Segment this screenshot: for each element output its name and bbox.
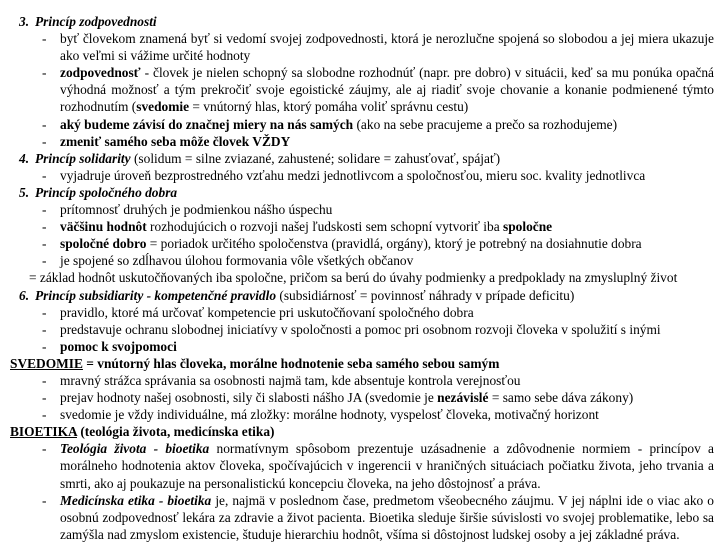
text-run: = samo sebe dáva zákony) xyxy=(488,390,634,406)
bullet-item xyxy=(42,235,714,252)
bullet-dash: - xyxy=(42,167,47,183)
text-content xyxy=(60,30,714,64)
bullet-dash: - xyxy=(42,133,47,149)
bullet-dash: - xyxy=(42,407,47,423)
text-run: je, najmä v poslednom čase, predmetom všeobecného záujmu. V jej náplni ide o viac ako o osobnú zodpovednosť lekára za zdravie a život pacienta. Bioetika sleduje širšie súvislosti vo svojej problematike, lebo sa zamýšla nad zmyslom existencie, študuje hierarchiu hodnôt, všíma si dôstojnost ludskej osoby a jej základné práva. xyxy=(60,492,714,542)
text-run: pomoc k svojpomoci xyxy=(60,338,177,354)
text-content xyxy=(10,423,714,440)
text-run: = poriadok určitého spoločenstva (pravidlá, orgány), ktorý je potrebný na dosiahnutie dobra xyxy=(146,236,642,252)
bullet-item xyxy=(42,321,714,338)
text-run: Princíp subsidiarity - kompetenčné pravidlo xyxy=(35,287,277,303)
text-run: svedomie xyxy=(136,99,190,115)
text-content xyxy=(60,406,714,423)
bullet-item xyxy=(42,440,714,491)
text-content xyxy=(60,167,714,184)
bullet-dash: - xyxy=(42,492,47,508)
bullet-dash: - xyxy=(42,321,47,337)
text-content xyxy=(60,338,714,355)
bullet-item xyxy=(42,116,714,133)
bullet-item xyxy=(42,133,714,150)
bullet-item xyxy=(42,30,714,64)
bullet-item xyxy=(42,218,714,235)
bullet-dash: - xyxy=(42,219,47,235)
text-run: zmeniť samého seba môže človek VŽDY xyxy=(60,133,291,149)
bullet-dash: - xyxy=(42,441,47,457)
text-run: Medicínska etika - bioetika xyxy=(60,492,212,508)
text-run: (teológia života, medicínska etika) xyxy=(76,424,275,440)
text-run: aký budeme závisí do značnej miery na nás samých xyxy=(60,116,354,132)
bullet-item xyxy=(42,406,714,423)
bullet-item xyxy=(42,338,714,355)
text-content xyxy=(60,116,714,133)
text-run: spoločné dobro xyxy=(60,236,147,252)
bullet-item xyxy=(42,372,714,389)
text-run: svedomie je vždy individuálne, má zložky: morálne hodnoty, vyspelosť človeka, motivačný horizont xyxy=(60,407,599,423)
text-content xyxy=(60,304,714,321)
text-run: normatívnym spôsobom prezentuje uzásadnenie a zdôvodnenie normiem - princípov a morálneho hodnotenia aktov človeka, spočívajúcich v ingerencii v hraničných situáciach počiatku života, jeho trvania a smrti, ako aj poukazuje na personalistickú koncepciu človeka, na jeho dôstojnosť a práva. xyxy=(60,441,714,491)
text-run: prejav hodnoty našej osobnosti, sily či slabosti nášho JA (svedomie je xyxy=(60,390,438,406)
list-number: 5. xyxy=(19,184,30,200)
text-run: nezávislé xyxy=(437,390,489,406)
numbered-heading xyxy=(19,184,714,201)
numbered-heading xyxy=(19,287,714,304)
text-content xyxy=(60,440,714,491)
text-run: pravidlo, ktoré má určovať kompetencie pri uskutočňovaní spoločného dobra xyxy=(60,304,474,320)
text-run: Teológia života - bioetika xyxy=(60,441,210,457)
numbered-heading xyxy=(19,150,714,167)
text-content xyxy=(35,150,714,167)
text-run: väčšinu hodnôt xyxy=(60,219,147,235)
text-run: je spojené so zdĺhavou úlohou formovania vôle všetkých občanov xyxy=(60,253,414,269)
bullet-dash: - xyxy=(42,116,47,132)
bullet-item xyxy=(42,64,714,115)
text-content xyxy=(60,492,714,543)
bullet-dash: - xyxy=(42,338,47,354)
bullet-dash: - xyxy=(42,65,47,81)
text-content xyxy=(60,218,714,235)
bullet-dash: - xyxy=(42,253,47,269)
bullet-item xyxy=(42,304,714,321)
text-run: = vnútorný hlas, ktorý pomáha voliť správnu cestu) xyxy=(189,99,469,115)
bullet-item xyxy=(42,167,714,184)
text-run: Princíp spoločného dobra xyxy=(35,184,178,200)
text-content xyxy=(60,252,714,269)
text-run: BIOETIKA xyxy=(10,424,77,440)
text-run: byť človekom znamená byť si vedomí svojej zodpovednosti, ktorá je nerozlučne spojená so slobodou a jej miera ukazuje ako veľmi si vážime určité hodnoty xyxy=(60,31,714,64)
text-run: = základ hodnôt uskutočňovaných iba spoločne, pričom sa berú do úvahy podmienky a predpoklady na zmysluplný život xyxy=(29,270,678,286)
text-content xyxy=(60,64,714,115)
text-content xyxy=(10,355,714,372)
text-run: - človek je nielen schopný sa slobodne rozhodnúť (napr. pre dobro) v situácii, keď sa mu ponúka opačná výhodná možnosť a tým prekročiť svoje egoistické záujmy, ale aj riadiť svoje chovanie a konanie podmienené týmto rozhodnutím ( xyxy=(60,65,714,115)
text-run: Princíp zodpovednosti xyxy=(35,14,157,29)
text-content xyxy=(60,235,714,252)
bullet-dash: - xyxy=(42,31,47,47)
text-run: (solidum = silne zviazané, zahustené; solidare = zahusťovať, spájať) xyxy=(130,150,501,166)
text-run: Princíp solidarity xyxy=(35,150,131,166)
list-number: 6. xyxy=(19,287,30,303)
bullet-item xyxy=(42,252,714,269)
text-run: (subsidiárnosť = povinnosť náhrady v prípade deficitu) xyxy=(276,287,575,303)
text-run: (ako na sebe pracujeme a prečo sa rozhodujeme) xyxy=(353,116,618,132)
text-content xyxy=(35,13,714,30)
text-content xyxy=(35,287,714,304)
text-content xyxy=(35,184,714,201)
text-content xyxy=(60,372,714,389)
text-run: predstavuje ochranu slobodnej iniciatívy v spoločnosti a pomoc pri osobnom rozvoji človeka v spolužití s inými xyxy=(60,321,661,337)
bullet-item xyxy=(42,389,714,406)
numbered-heading xyxy=(19,13,714,30)
bullet-dash: - xyxy=(42,202,47,218)
text-run: vyjadruje úroveň bezprostredného vzťahu medzi jednotlivcom a spoločnosťou, mieru soc. kvality jednotlivca xyxy=(60,167,646,183)
list-number: 4. xyxy=(19,150,30,166)
text-run: spoločne xyxy=(503,219,553,235)
text-content xyxy=(60,389,714,406)
text-run: mravný strážca správania sa osobnosti najmä tam, kde absentuje kontrola verejnosťou xyxy=(60,372,521,388)
bullet-dash: - xyxy=(42,236,47,252)
bullet-item xyxy=(42,201,714,218)
list-number: 3. xyxy=(19,14,30,29)
text-content xyxy=(60,201,714,218)
text-content xyxy=(60,321,714,338)
bullet-item xyxy=(42,492,714,543)
bullet-dash: - xyxy=(42,390,47,406)
text-run: rozhodujúcich o rozvoji našej ľudskosti sem schopní vytvoriť iba xyxy=(146,219,503,235)
text-run: SVEDOMIE xyxy=(10,355,83,371)
bullet-dash: - xyxy=(42,372,47,388)
text-run: prítomnosť druhých je podmienkou nášho úspechu xyxy=(60,202,333,218)
bullet-dash: - xyxy=(42,304,47,320)
text-content xyxy=(60,133,714,150)
section-heading xyxy=(10,423,714,440)
text-run: zodpovednosť xyxy=(60,65,141,81)
section-heading xyxy=(10,355,714,372)
text-run: = vnútorný hlas človeka, morálne hodnotenie seba samého sebou samým xyxy=(82,355,500,371)
text-content xyxy=(29,269,714,286)
paragraph xyxy=(29,269,714,286)
